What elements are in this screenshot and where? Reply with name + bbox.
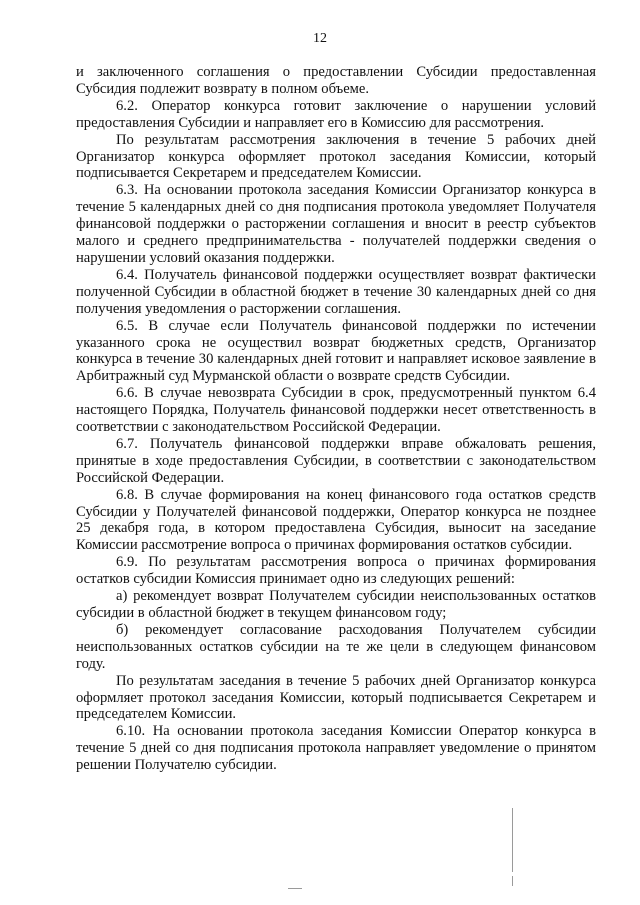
paragraph-6-9: 6.9. По результатам рассмотрения вопроса о причинах формирования остатков субсидии Комиссия принимает одно из следующих решений: <box>76 554 596 588</box>
paragraph-6-9-result: По результатам заседания в течение 5 рабочих дней Организатор конкурса оформляет протокол заседания Комиссии, который подписывается Секретарем и председателем Комиссии. <box>76 672 596 723</box>
scan-artifact-line <box>512 808 513 872</box>
scan-artifact-line <box>512 876 513 886</box>
paragraph-6-3: 6.3. На основании протокола заседания Комиссии Организатор конкурса в течение 5 календарных дней со дня подписания протокола уведомляет Получателя финансовой поддержки о расторжении соглашения и вносит в реестр субъектов малого и среднего предпринимательства - получателей поддержки сведения о нарушении условий оказания поддержки. <box>76 182 596 266</box>
document-body <box>76 64 596 774</box>
paragraph-6-6: 6.6. В случае невозврата Субсидии в срок, предусмотренный пунктом 6.4 настоящего Порядка, Получатель финансовой поддержки несет ответственность в соответствии с законодательством Российской Федерации. <box>76 385 596 436</box>
paragraph-6-2-protocol: По результатам рассмотрения заключения в течение 5 рабочих дней Организатор конкурса оформляет протокол заседания Комиссии, который подписывается Секретарем и председателем Комиссии. <box>76 131 596 182</box>
paragraph-6-8: 6.8. В случае формирования на конец финансового года остатков средств Субсидии у Получателей финансовой поддержки, Оператор конкурса не позднее 25 декабря года, в котором предоставлена Субсидия, выносит на заседание Комиссии рассмотрение вопроса о причинах формирования остатков субсидии. <box>76 486 596 554</box>
paragraph-continuation: и заключенного соглашения о предоставлении Субсидии предоставленная Субсидия подлежит возврату в полном объеме. <box>76 64 596 97</box>
paragraph-6-4: 6.4. Получатель финансовой поддержки осуществляет возврат фактически полученной Субсидии в областной бюджет в течение 30 календарных дней со дня получения уведомления о расторжении соглашения. <box>76 266 596 317</box>
paragraph-6-9-b: б) рекомендует согласование расходования Получателем субсидии неиспользованных остатков субсидии на те же цели в следующем финансовом году. <box>76 621 596 672</box>
paragraph-6-9-a: а) рекомендует возврат Получателем субсидии неиспользованных остатков субсидии в областной бюджет в текущем финансовом году; <box>76 588 596 621</box>
page-number: 12 <box>313 31 327 46</box>
paragraph-6-7: 6.7. Получатель финансовой поддержки вправе обжаловать решения, принятые в ходе предоставления Субсидии, в соответствии с законодательством Российской Федерации. <box>76 435 596 486</box>
scan-artifact-dash <box>288 888 302 889</box>
paragraph-6-2: 6.2. Оператор конкурса готовит заключение о нарушении условий предоставления Субсидии и направляет его в Комиссию для рассмотрения. <box>76 97 596 131</box>
paragraph-6-10: 6.10. На основании протокола заседания Комиссии Оператор конкурса в течение 5 дней со дня подписания протокола направляет уведомление о принятом решении Получателю субсидии. <box>76 723 596 774</box>
paragraph-6-5: 6.5. В случае если Получатель финансовой поддержки по истечении указанного срока не осуществил возврат бюджетных средств, Организатор конкурса в течение 30 календарных дней готовит и направляет исковое заявление в Арбитражный суд Мурманской области о возврате средств Субсидии. <box>76 317 596 385</box>
